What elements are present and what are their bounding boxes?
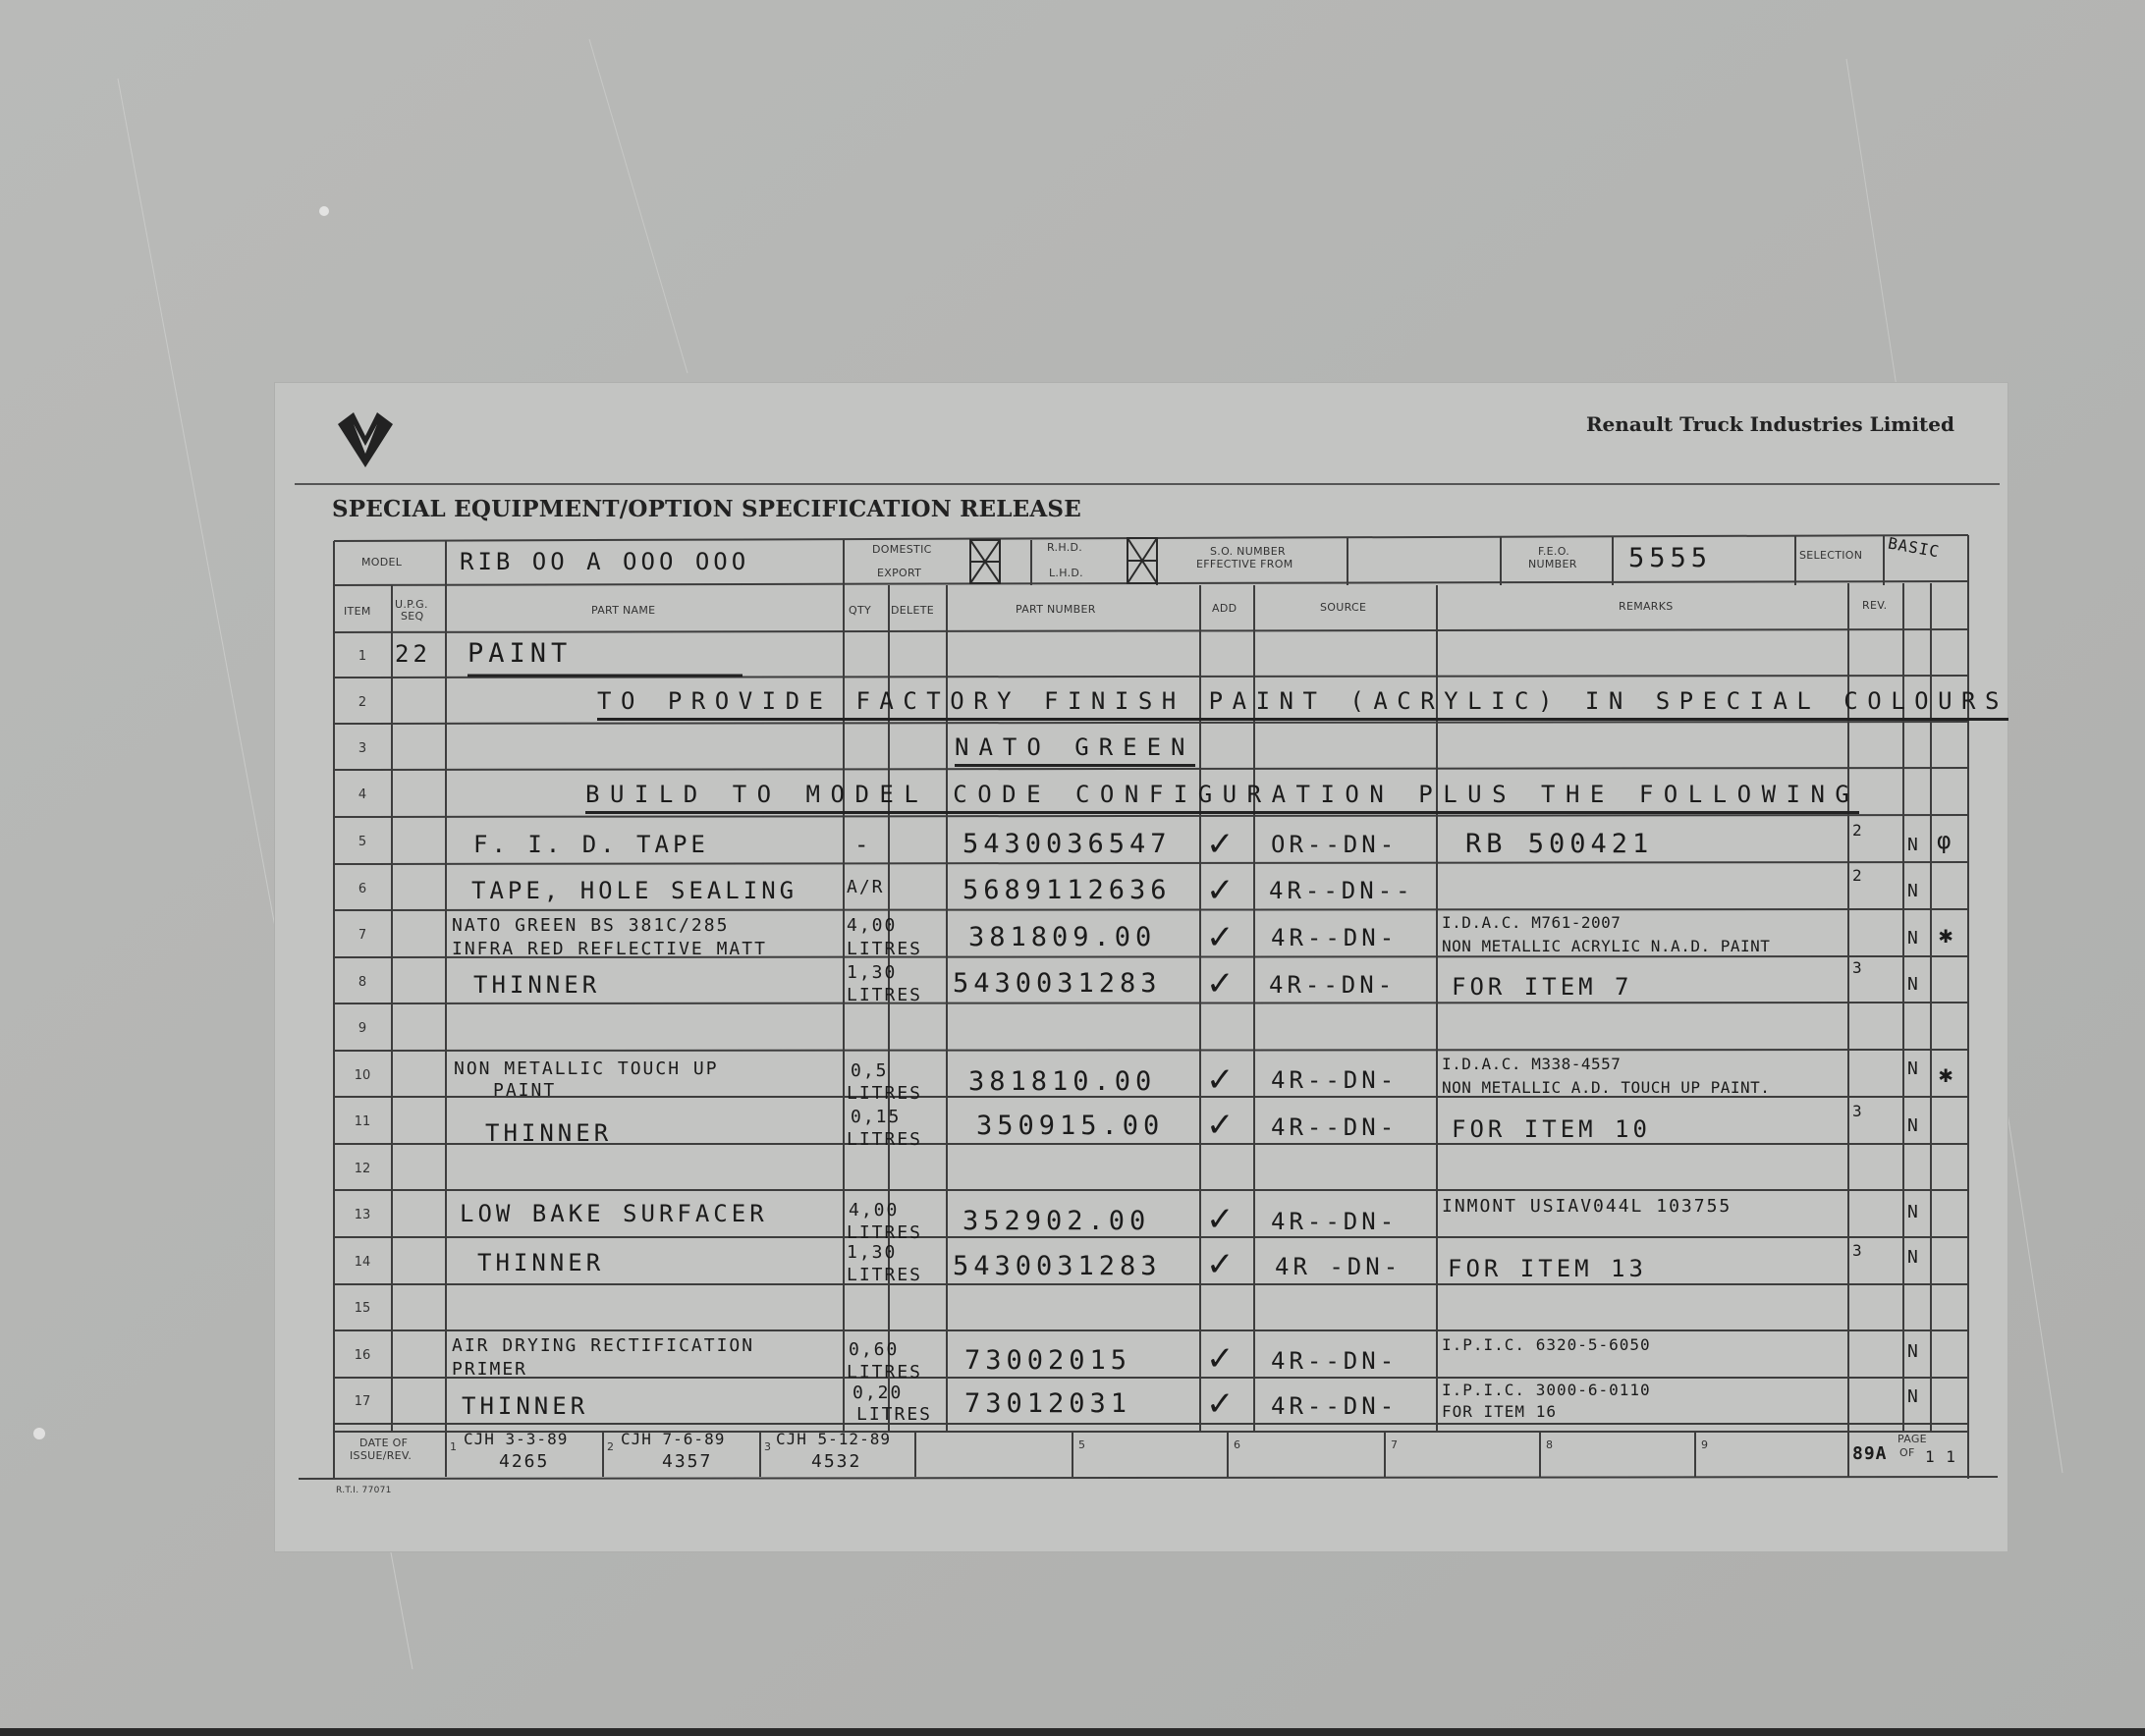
s-flag: N <box>1907 1202 1920 1222</box>
qty-unit: LITRES <box>847 1129 923 1150</box>
upg-seq-value: 22 <box>395 640 431 668</box>
s-flag: N <box>1907 1058 1920 1079</box>
rev-slot-number: 2 <box>607 1440 615 1453</box>
remarks-line-2: NON METALLIC A.D. TOUCH UP PAINT. <box>1442 1078 1771 1097</box>
remarks-value: FOR ITEM 7 <box>1452 973 1633 1001</box>
rev-slot-number: 6 <box>1234 1438 1241 1451</box>
item-number: 2 <box>358 695 367 710</box>
form-code: R.T.I. 77071 <box>336 1486 392 1495</box>
date-of-label: DATE OF <box>359 1437 409 1449</box>
qty-unit: LITRES <box>847 1265 923 1285</box>
add-check-icon: ✓ <box>1206 1060 1235 1100</box>
colour-name: NATO GREEN <box>955 733 1195 767</box>
rev-slot-number: 1 <box>450 1440 458 1453</box>
add-check-icon: ✓ <box>1206 964 1235 1004</box>
rev-slot-number: 5 <box>1078 1438 1086 1451</box>
part-number: 5430031283 <box>953 1251 1162 1281</box>
col-part-number: PART NUMBER <box>1016 603 1096 616</box>
part-name: THINNER <box>485 1119 613 1147</box>
part-name: NON METALLIC TOUCH UP <box>454 1058 719 1079</box>
feo-number-value: 5555 <box>1628 543 1713 573</box>
item-number: 1 <box>358 649 367 664</box>
item-number: 13 <box>354 1208 371 1222</box>
part-name: AIR DRYING RECTIFICATION <box>452 1335 755 1356</box>
rev-value: 2 <box>1852 866 1863 885</box>
s-flag: N <box>1907 1247 1920 1268</box>
page-value: 1 1 <box>1925 1447 1956 1466</box>
remarks-value: I.P.I.C. 3000-6-0110 <box>1442 1381 1651 1399</box>
add-check-icon: ✓ <box>1206 918 1235 957</box>
page-of-label: OF <box>1899 1446 1915 1459</box>
rev-slot-number: 7 <box>1391 1438 1399 1451</box>
col-qty: QTY <box>849 604 871 617</box>
rev-2-initials-date: CJH 7-6-89 <box>621 1430 726 1448</box>
add-check-icon: ✓ <box>1206 1200 1235 1239</box>
item-number: 16 <box>354 1348 371 1363</box>
item-number: 8 <box>358 975 367 990</box>
s-flag: N <box>1907 928 1920 949</box>
part-number: 5689112636 <box>962 875 1172 905</box>
lhd-label: L.H.D. <box>1049 567 1083 579</box>
source-value: 4R--DN-- <box>1269 877 1414 904</box>
source-value: 4R--DN- <box>1271 1347 1399 1375</box>
qty-value: 4,00 <box>849 1200 900 1221</box>
part-number: 73012031 <box>964 1388 1132 1419</box>
col-upg: U.P.G. <box>395 598 428 611</box>
part-number: 5430036547 <box>962 829 1172 859</box>
item-number: 5 <box>358 835 367 849</box>
qty-value: 1,30 <box>847 1242 898 1263</box>
export-label: EXPORT <box>877 567 922 579</box>
item-number: 14 <box>354 1255 371 1270</box>
domestic-label: DOMESTIC <box>872 543 932 556</box>
selection-value: BASIC <box>1886 533 1942 562</box>
rev-slot-number: 9 <box>1701 1438 1709 1451</box>
add-check-icon: ✓ <box>1206 1106 1235 1145</box>
item-number: 6 <box>358 882 367 896</box>
rev-value: 2 <box>1852 821 1863 840</box>
remarks-line-2: FOR ITEM 16 <box>1442 1402 1557 1421</box>
so-number-label: S.O. NUMBER <box>1210 545 1286 558</box>
qty-unit: LITRES <box>847 985 923 1005</box>
qty-value: 0,5 <box>851 1060 889 1081</box>
remarks-value: I.D.A.C. M338-4557 <box>1442 1055 1622 1073</box>
source-value: 4R -DN- <box>1275 1253 1402 1280</box>
qty-unit: LITRES <box>847 1362 923 1383</box>
rev-value: 3 <box>1852 958 1863 977</box>
part-number: 5430031283 <box>953 968 1162 999</box>
add-check-icon: ✓ <box>1206 825 1235 864</box>
add-check-icon: ✓ <box>1206 1384 1235 1424</box>
rev-1-initials-date: CJH 3-3-89 <box>464 1430 569 1448</box>
item-number: 12 <box>354 1162 371 1176</box>
qty-unit: LITRES <box>847 1222 923 1243</box>
company-name: Renault Truck Industries Limited <box>1585 412 1954 436</box>
issue-rev-label: ISSUE/REV. <box>350 1449 412 1462</box>
col-part-name: PART NAME <box>591 604 656 617</box>
selection-label: SELECTION <box>1799 549 1863 562</box>
s-flag: N <box>1907 1115 1920 1136</box>
part-name: THINNER <box>473 971 601 999</box>
part-name: TAPE, HOLE SEALING <box>471 877 798 904</box>
rev-1-number: 4265 <box>499 1451 550 1472</box>
s-flag: N <box>1907 881 1920 901</box>
part-name: PAINT <box>468 638 573 669</box>
col-rev: REV. <box>1862 599 1888 612</box>
rhd-label: R.H.D. <box>1047 541 1083 554</box>
source-value: 4R--DN- <box>1271 1113 1399 1141</box>
feo-number-label: NUMBER <box>1528 558 1577 570</box>
add-check-icon: ✓ <box>1206 871 1235 910</box>
spec-description: TO PROVIDE FACTORY FINISH PAINT (ACRYLIC) IN SPECIAL COLOURS <box>597 687 2008 721</box>
qty-value: - <box>854 831 873 858</box>
s-flag: N <box>1907 974 1920 995</box>
part-name: F. I. D. TAPE <box>473 831 709 858</box>
rev-3-initials-date: CJH 5-12-89 <box>776 1430 891 1448</box>
rev-3-number: 4532 <box>811 1451 862 1472</box>
qty-value: 0,20 <box>852 1383 904 1403</box>
col-item: ITEM <box>344 605 371 618</box>
remarks-value: I.P.I.C. 6320-5-6050 <box>1442 1335 1651 1354</box>
feo-label: F.E.O. <box>1538 545 1570 558</box>
add-check-icon: ✓ <box>1206 1245 1235 1284</box>
rev-slot-number: 8 <box>1546 1438 1554 1451</box>
page-reference: 89A <box>1852 1443 1888 1464</box>
col-seq: SEQ <box>401 610 424 623</box>
s-flag: N <box>1907 835 1920 855</box>
item-number: 4 <box>358 787 367 802</box>
col-source: SOURCE <box>1320 601 1367 614</box>
s-flag: N <box>1907 1341 1920 1362</box>
part-name-line-2: PRIMER <box>452 1359 528 1380</box>
item-number: 10 <box>354 1068 371 1083</box>
source-value: OR--DN- <box>1271 831 1399 858</box>
qty-unit: LITRES <box>856 1404 933 1425</box>
part-name-line-2: PAINT <box>493 1080 557 1101</box>
mark-icon: φ <box>1937 827 1955 854</box>
qty-unit: LITRES <box>847 1083 923 1104</box>
mark-icon: ✱ <box>1939 921 1957 949</box>
rev-value: 3 <box>1852 1102 1863 1120</box>
page-label: PAGE <box>1898 1433 1927 1445</box>
part-name: THINNER <box>477 1249 605 1276</box>
remarks-value: I.D.A.C. M761-2007 <box>1442 913 1622 932</box>
item-number: 11 <box>354 1114 371 1129</box>
part-name: LOW BAKE SURFACER <box>460 1200 768 1227</box>
model-value: RIB OO A OOO OOO <box>460 548 750 575</box>
part-name: NATO GREEN BS 381C/285 <box>452 915 730 936</box>
part-name: THINNER <box>462 1392 589 1420</box>
remarks-value: FOR ITEM 10 <box>1452 1115 1651 1143</box>
build-instruction: BUILD TO MODEL CODE CONFIGURATION PLUS THE FOLLOWING <box>585 781 1859 814</box>
col-delete: DELETE <box>891 604 934 617</box>
source-value: 4R--DN- <box>1271 1208 1399 1235</box>
qty-value: 0,60 <box>849 1339 900 1360</box>
remarks-line-2: NON METALLIC ACRYLIC N.A.D. PAINT <box>1442 937 1771 955</box>
qty-value: 1,30 <box>847 962 898 983</box>
part-number: 73002015 <box>964 1345 1132 1376</box>
mark-icon: ✱ <box>1939 1060 1957 1088</box>
qty-value: A/R <box>847 877 885 897</box>
rev-slot-number: 3 <box>764 1440 772 1453</box>
part-name-line-2: INFRA RED REFLECTIVE MATT <box>452 939 767 959</box>
source-value: 4R--DN- <box>1271 1066 1399 1094</box>
part-number: 350915.00 <box>976 1111 1165 1141</box>
add-check-icon: ✓ <box>1206 1339 1235 1379</box>
source-value: 4R--DN- <box>1269 971 1397 999</box>
rev-2-number: 4357 <box>662 1451 713 1472</box>
source-value: 4R--DN- <box>1271 924 1399 951</box>
effective-from-label: EFFECTIVE FROM <box>1196 558 1293 570</box>
part-number: 352902.00 <box>962 1206 1151 1236</box>
form-title: SPECIAL EQUIPMENT/OPTION SPECIFICATION RELEASE <box>332 496 1081 522</box>
remarks-value: INMONT USIAV044L 103755 <box>1442 1196 1732 1217</box>
part-number: 381810.00 <box>968 1066 1157 1097</box>
model-label: MODEL <box>361 556 403 569</box>
part-number: 381809.00 <box>968 922 1157 952</box>
item-number: 3 <box>358 741 367 756</box>
item-number: 15 <box>354 1301 371 1316</box>
item-number: 17 <box>354 1394 371 1409</box>
qty-value: 0,15 <box>851 1107 902 1127</box>
col-add: ADD <box>1212 602 1238 615</box>
remarks-value: RB 500421 <box>1465 829 1654 859</box>
item-number: 7 <box>358 928 367 943</box>
source-value: 4R--DN- <box>1271 1392 1399 1420</box>
s-flag: N <box>1907 1386 1920 1407</box>
qty-value: 4,00 <box>847 915 898 936</box>
col-remarks: REMARKS <box>1619 600 1674 613</box>
remarks-value: FOR ITEM 13 <box>1448 1255 1647 1282</box>
item-number: 9 <box>358 1021 367 1036</box>
qty-unit: LITRES <box>847 939 923 959</box>
rev-value: 3 <box>1852 1241 1863 1260</box>
